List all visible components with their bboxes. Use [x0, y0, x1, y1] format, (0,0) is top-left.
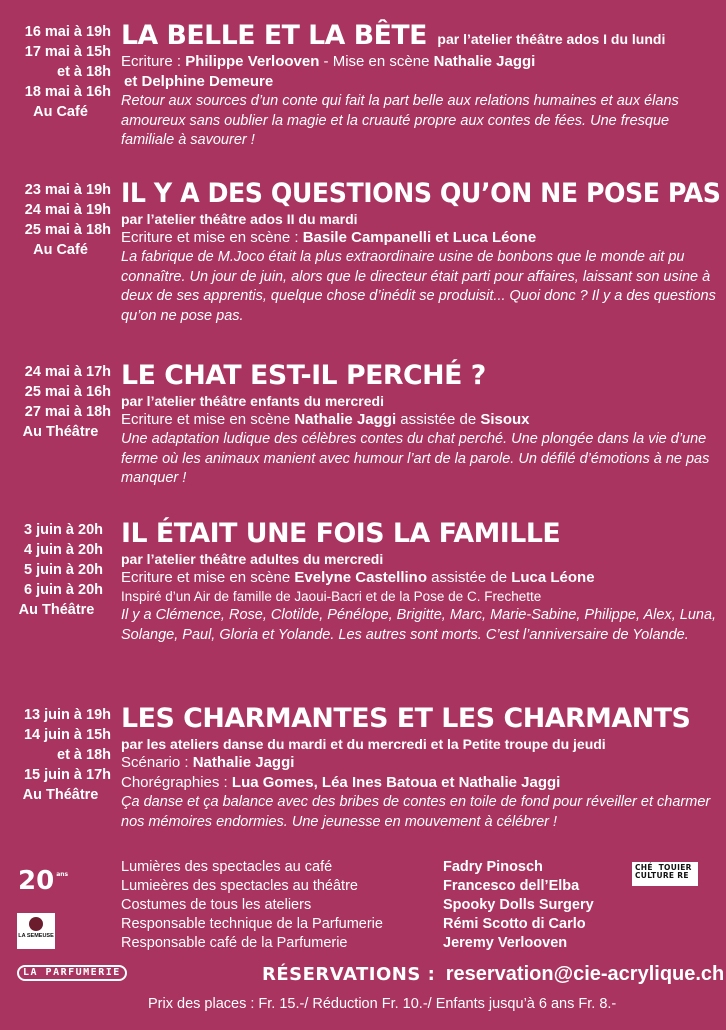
date-line: 23 mai à 19h: [24, 182, 111, 198]
show-atelier: par les ateliers danse du mardi et du mercredi et la Petite troupe du jeudi: [121, 736, 606, 752]
show-credits: [121, 52, 723, 72]
show-atelier: par l’atelier théâtre enfants du mercredi: [121, 393, 384, 409]
show-scenario: [121, 753, 723, 773]
credit-person: Spooky Dolls Surgery: [443, 897, 594, 913]
credit-person: Rémi Scotto di Carlo: [443, 916, 586, 932]
anniversary-number: 20: [18, 866, 55, 896]
date-line: 14 juin à 15h: [23, 727, 111, 743]
show-dates: [0, 22, 111, 122]
credit-person: Francesco dell’Elba: [443, 878, 580, 894]
date-line: 13 juin à 19h: [23, 707, 111, 723]
credit-name: Basile Campanelli et Luca Léone: [302, 229, 537, 246]
credit-mid: assistée de: [396, 411, 481, 428]
show-description: La fabrique de M.Joco était la plus extraordinaire usine de bonbons que le monde ait pu connaître. Un jour de juin, alors que le directeur était parti pour affaires, laissant son usine à deux de ses apprentis, quelque chose d’inédit se produisit... Quoi donc ? Il y a des questions qu’on ne pose pas.: [121, 249, 716, 324]
venue: Au Café: [33, 104, 88, 120]
credit-name: Nathalie Jaggi: [192, 754, 295, 771]
credit-role: Responsable café de la Parfumerie: [121, 935, 348, 951]
chez-logo-line-1: CHÉ TOUIER: [635, 863, 692, 872]
credit-person: Jeremy Verlooven: [443, 935, 568, 951]
credit-row: [121, 877, 621, 896]
show-title: IL Y A DES QUESTIONS QU’ON NE POSE PAS: [121, 178, 721, 209]
show-credits: [121, 228, 723, 248]
credit-role: Lumières des spectacles au café: [121, 859, 333, 875]
date-line: 15 juin à 17h: [23, 767, 111, 783]
date-line: 27 mai à 18h: [24, 404, 111, 420]
date-line: 17 mai à 15h: [24, 44, 111, 60]
date-line: 4 juin à 20h: [24, 542, 103, 558]
show-choreography: [121, 773, 723, 793]
credit-name: Lua Gomes, Léa Ines Batoua et Nathalie Jaggi: [231, 774, 561, 791]
venue: Au Théâtre: [22, 424, 99, 440]
semeuse-logo: [17, 913, 55, 949]
anniversary-suffix: ans: [56, 871, 69, 878]
credit-prefix: Ecriture et mise en scène: [121, 411, 295, 428]
show-description: Ça danse et ça balance avec des bribes de contes en toile de fond pour réveiller et charmer nos mémoires endormies. Une jeunesse en mouvement à célébrer !: [121, 794, 711, 830]
date-line: 25 mai à 16h: [24, 384, 111, 400]
credit-prefix: Scénario :: [121, 754, 193, 771]
show-atelier: par l’atelier théâtre adultes du mercredi: [121, 551, 384, 567]
date-line: 24 mai à 19h: [24, 202, 111, 218]
reservations-email[interactable]: reservation@cie-acrylique.ch: [445, 963, 725, 985]
date-line: 24 mai à 17h: [24, 364, 111, 380]
date-line: 16 mai à 19h: [24, 24, 111, 40]
credit-name: Evelyne Castellino: [294, 569, 427, 586]
show-description: Une adaptation ludique des célèbres contes du chat perché. Une plongée dans la vie d’une ferme où les animaux manient avec humour l’art de la parole. Un défilé d’émotions à ne pas manquer !: [121, 431, 710, 486]
show-atelier: par l’atelier théâtre ados II du mardi: [121, 211, 358, 227]
date-line: 25 mai à 18h: [24, 222, 111, 238]
show-inspiration: Inspiré d’un Air de famille de Jaoui-Bacri et de la Pose de C. Frechette: [121, 589, 542, 604]
date-line: 5 juin à 20h: [24, 562, 103, 578]
show-description: Il y a Clémence, Rose, Clotilde, Pénélope, Brigitte, Marc, Marie-Sabine, Philippe, Alex, Luna, Solange, Paul, Gloria et Yolande. Les autres sont morts. C’est l’anniversaire de Yolande.: [121, 607, 717, 643]
credit-role: Costumes de tous les ateliers: [121, 897, 312, 913]
parfumerie-logo: LA PARFUMERIE: [17, 965, 127, 981]
credit-prefix: Chorégraphies :: [121, 774, 232, 791]
credit-mid: - Mise en scène: [319, 53, 434, 70]
show-title: LE CHAT EST-IL PERCHÉ ?: [121, 360, 486, 391]
show-dates: [0, 180, 111, 260]
credit-row: [121, 858, 621, 877]
show-title: LES CHARMANTES ET LES CHARMANTS: [121, 703, 691, 734]
credit-role: Lumieères des spectacles au théâtre: [121, 878, 358, 894]
semeuse-logo-text: LA SEMEUSE: [18, 933, 54, 939]
credit-prefix: Ecriture et mise en scène :: [121, 229, 303, 246]
credit-person: Fadry Pinosch: [443, 859, 543, 875]
date-line: et à 18h: [57, 64, 111, 80]
credit-name-2: Luca Léone: [511, 569, 595, 586]
credit-row: [121, 896, 621, 915]
show-title: IL ÉTAIT UNE FOIS LA FAMILLE: [121, 518, 561, 549]
credit-name-3: et Delphine Demeure: [124, 73, 274, 90]
show-credits: [121, 410, 723, 430]
show-title: LA BELLE ET LA BÊTE: [121, 20, 427, 51]
venue: Au Théâtre: [22, 787, 99, 803]
date-line: et à 18h: [57, 747, 111, 763]
date-line: 18 mai à 16h: [24, 84, 111, 100]
credit-prefix: Ecriture :: [121, 53, 186, 70]
credit-row: [121, 934, 621, 953]
show-dates: [0, 362, 111, 442]
show-dates: [0, 705, 111, 805]
credit-mid: assistée de: [426, 569, 512, 586]
show-credits: [121, 568, 723, 588]
show-description: Retour aux sources d’un conte qui fait la part belle aux relations humaines et aux élans amoureux sans oublier la magie et la cruauté propre aux contes de fées. Une fresque familiale à savourer !: [121, 93, 679, 148]
show-atelier: par l’atelier théâtre ados I du lundi: [437, 31, 666, 47]
date-line: 6 juin à 20h: [24, 582, 103, 598]
credit-name: Philippe Verlooven: [185, 53, 320, 70]
credit-role: Responsable technique de la Parfumerie: [121, 916, 383, 932]
venue: Au Café: [33, 242, 88, 258]
venue: Au Théâtre: [18, 602, 95, 618]
chez-culture-logo: [632, 862, 698, 886]
chez-logo-line-2: CULTURE RE: [635, 871, 689, 880]
anniversary-logo: [18, 868, 68, 894]
credit-prefix: Ecriture et mise en scène: [121, 569, 295, 586]
credit-name-2: Nathalie Jaggi: [433, 53, 536, 70]
reservations-label: RÉSERVATIONS :: [262, 964, 436, 985]
credit-row: [121, 915, 621, 934]
technical-credits: [121, 858, 621, 953]
date-line: 3 juin à 20h: [24, 522, 103, 538]
ticket-prices: Prix des places : Fr. 15.-/ Réduction Fr. 10.-/ Enfants jusqu’à 6 ans Fr. 8.-: [148, 996, 617, 1012]
show-dates: [0, 520, 103, 620]
reservations: [262, 963, 724, 986]
semeuse-emblem-icon: [29, 917, 43, 931]
credit-name-2: Sisoux: [480, 411, 530, 428]
credit-name: Nathalie Jaggi: [294, 411, 397, 428]
